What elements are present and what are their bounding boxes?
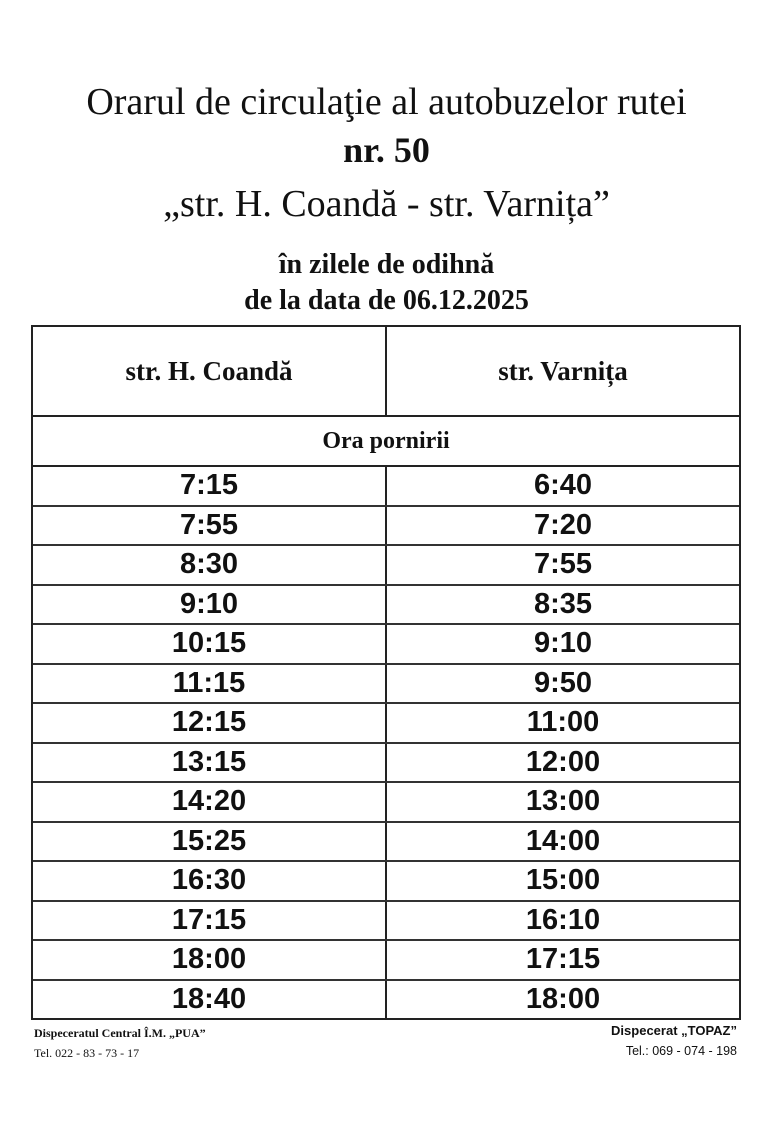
effective-date: de la data de 06.12.2025 (244, 285, 529, 316)
varnita-departure: 12:00 (525, 745, 601, 778)
table-row (33, 783, 739, 823)
table-row (33, 467, 739, 507)
coanda-departure: 8:30 (33, 546, 387, 584)
coanda-departure: 9:10 (33, 586, 387, 624)
varnita-departure: 7:55 (533, 548, 593, 581)
route-number: nr. 50 (343, 130, 430, 170)
table-row (33, 625, 739, 665)
varnita-departure: 16:10 (525, 903, 601, 936)
coanda-departure: 18:40 (33, 981, 387, 1019)
coanda-departure: 16:30 (33, 862, 387, 900)
varnita-departure: 11:00 (526, 706, 600, 739)
dispatcher-central-phone: Tel. 022 - 83 - 73 - 17 (34, 1046, 140, 1060)
table-body (33, 467, 739, 1018)
varnita-departure: 17:15 (525, 943, 601, 976)
varnita-departure: 13:00 (525, 785, 601, 818)
varnita-departure: 8:35 (533, 587, 593, 620)
table-row (33, 981, 739, 1019)
dispatcher-central-name: Dispeceratul Central Î.M. „PUA” (34, 1026, 206, 1040)
coanda-departure: 11:15 (33, 665, 387, 703)
coanda-departure: 15:25 (33, 823, 387, 861)
table-row (33, 704, 739, 744)
coanda-departure: 10:15 (33, 625, 387, 663)
table-row (33, 862, 739, 902)
footer-right (611, 1022, 737, 1060)
varnita-departure: 14:00 (525, 824, 601, 857)
coanda-departure: 18:00 (33, 941, 387, 979)
coanda-departure: 14:20 (33, 783, 387, 821)
varnita-departure: 7:20 (533, 508, 593, 541)
schedule-title: Orarul de circulaţie al autobuzelor rutei (86, 81, 687, 123)
table-row (33, 507, 739, 547)
varnita-departure: 9:50 (533, 666, 593, 699)
table-row (33, 823, 739, 863)
coanda-departure: 7:55 (33, 507, 387, 545)
table-header-row (33, 327, 739, 417)
coanda-departure: 13:15 (33, 744, 387, 782)
table-row (33, 586, 739, 626)
coanda-departure: 17:15 (33, 902, 387, 940)
footer-left (34, 1024, 206, 1062)
table-row (33, 902, 739, 942)
varnita-departure: 6:40 (533, 469, 593, 502)
table-row (33, 665, 739, 705)
varnita-departure: 15:00 (525, 864, 601, 897)
departure-time-subheader: Ora pornirii (33, 417, 739, 467)
column-header-varnita: str. Varnița (498, 355, 628, 386)
timetable (31, 325, 741, 1020)
table-row (33, 941, 739, 981)
days-label: în zilele de odihnă (278, 249, 495, 280)
dispatcher-topaz-name: Dispecerat „TOPAZ” (611, 1023, 737, 1038)
varnita-departure: 18:00 (525, 982, 601, 1015)
route-name: „str. H. Coandă - str. Varnița” (163, 183, 610, 225)
coanda-departure: 7:15 (33, 467, 387, 505)
table-row (33, 744, 739, 784)
varnita-departure: 9:10 (533, 627, 593, 660)
coanda-departure: 12:15 (33, 704, 387, 742)
column-header-coanda: str. H. Coandă (33, 327, 387, 415)
dispatcher-topaz-phone: Tel.: 069 - 074 - 198 (625, 1044, 737, 1058)
table-row (33, 546, 739, 586)
